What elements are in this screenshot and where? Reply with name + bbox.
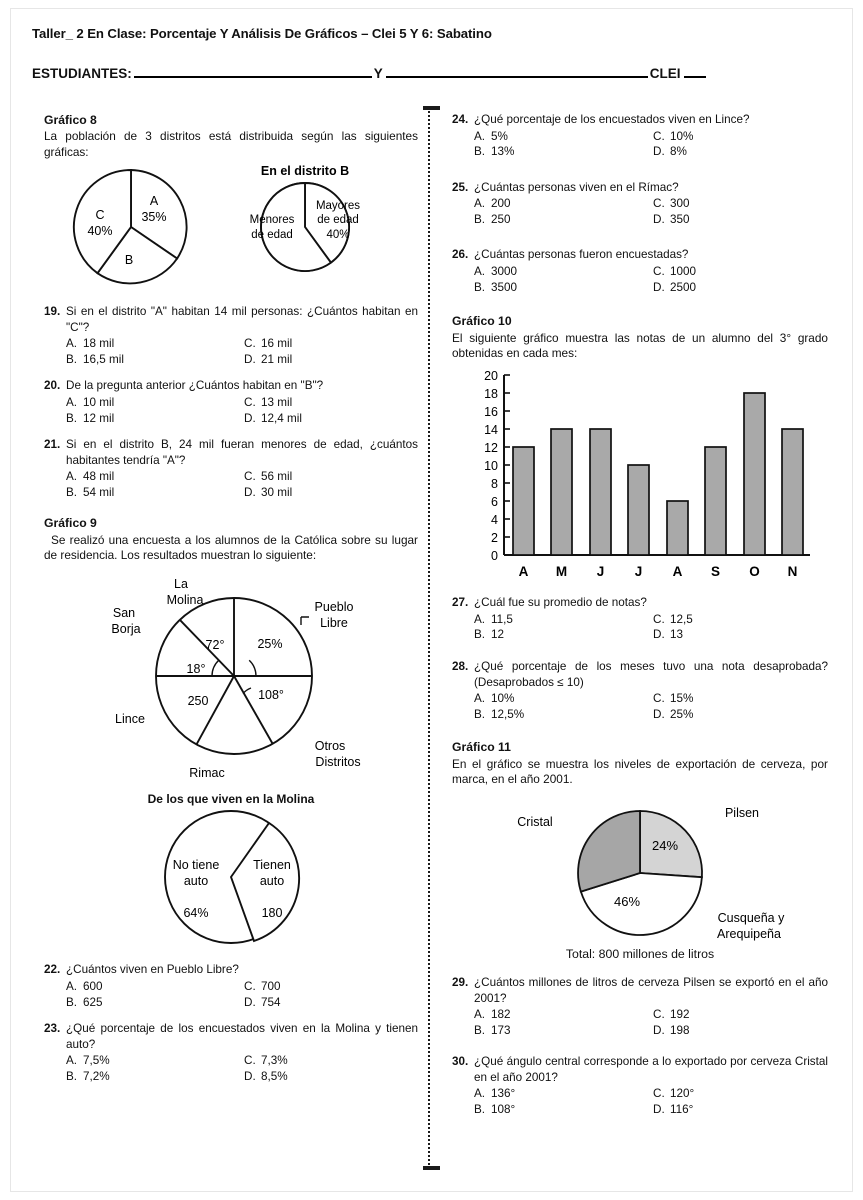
pie9-molina-label-l2: Molina (166, 593, 204, 608)
bar-chart-x-labels (519, 564, 798, 579)
bar-S (705, 447, 726, 555)
question-24-options (474, 129, 828, 160)
grafico-10-intro: El siguiente gráfico muestra las notas de un alumno del 3° grado obtenidas en cada mes: (452, 330, 828, 361)
student-name-blank-2[interactable] (386, 76, 648, 78)
question-27-number: 27. (452, 596, 469, 610)
pie1-slice-c-value: 40% (87, 223, 113, 238)
svg-text:8: 8 (491, 476, 498, 491)
option[interactable]: B. 12,5% (474, 707, 525, 721)
option[interactable]: B. 3500 (474, 280, 518, 294)
option[interactable]: D. 350 (653, 212, 690, 226)
cerveza-cusquena-value: 46% (613, 893, 641, 909)
question-29 (452, 975, 828, 1038)
molina-tienen-l1: Tienen (253, 857, 291, 872)
pie9-rimac-label: Rimac (189, 766, 225, 781)
grafico-11-figure (452, 788, 828, 963)
grafico-8-section (44, 112, 418, 500)
option[interactable]: A. 7,5% (66, 1054, 110, 1068)
option[interactable]: A. 48 mil (66, 470, 115, 484)
question-21-number: 21. (44, 438, 61, 452)
question-21-text: Si en el distrito B, 24 mil fueran menores de edad, ¿cuántos habitantes tendría "A"? (66, 438, 418, 467)
pie-distrito-b-edades (250, 183, 361, 271)
pie9-lince-label: Lince (115, 712, 145, 727)
question-30-number: 30. (452, 1055, 469, 1069)
question-23 (44, 1021, 418, 1084)
option[interactable]: C. 7,3% (244, 1054, 288, 1068)
pie-distritos-abc (74, 170, 187, 283)
option[interactable]: C. 120° (653, 1087, 695, 1101)
pie9-molina-angle: 72° (205, 638, 225, 653)
question-30-options (474, 1086, 828, 1117)
bar-A2 (667, 501, 688, 555)
pie9-pueblo-label-l1: Pueblo (314, 600, 354, 615)
molina-subchart-title: De los que viven en la Molina (147, 791, 315, 806)
option[interactable]: D. 8,5% (244, 1069, 288, 1083)
option[interactable]: A. 200 (474, 197, 511, 211)
cerveza-pilsen-value: 24% (651, 837, 679, 853)
question-20-number: 20. (44, 379, 61, 393)
option[interactable]: D. 2500 (653, 280, 697, 294)
grafico-9-intro: Se realizó una encuesta a los alumnos de la Católica sobre su lugar de residencia. Los resultados muestran lo siguiente: (44, 532, 418, 563)
option[interactable]: C. 300 (653, 197, 690, 211)
pie2-menores-line2: de edad (251, 228, 293, 241)
option[interactable]: A. 10 mil (66, 396, 115, 410)
bar-chart-y-ticks (484, 369, 510, 563)
question-26-text: ¿Cuántas personas fueron encuestadas? (474, 248, 689, 262)
question-20-text: De la pregunta anterior ¿Cuántos habitan en "B"? (66, 379, 324, 393)
option[interactable]: A. 136° (474, 1087, 516, 1101)
page-title: Taller_ 2 En Clase: Porcentaje Y Análisis De Gráficos – Clei 5 Y 6: Sabatino (32, 26, 492, 41)
svg-text:O: O (749, 563, 760, 579)
question-26 (452, 247, 828, 295)
svg-text:N: N (787, 563, 798, 579)
option[interactable]: D. 12,4 mil (244, 411, 302, 425)
clei-label: CLEI (649, 66, 681, 81)
molina-pie-svg (44, 807, 418, 947)
grafico-9-figure (44, 564, 418, 791)
pie2-mayores-value: 40% (326, 228, 350, 241)
question-27 (452, 595, 828, 643)
grafico-8-title: Gráfico 8 (44, 113, 97, 127)
option[interactable]: B. 16,5 mil (66, 352, 124, 366)
svg-text:6: 6 (491, 494, 498, 509)
question-29-number: 29. (452, 976, 469, 990)
option[interactable]: C. 15% (653, 692, 694, 706)
option[interactable]: B. 7,2% (66, 1069, 110, 1083)
option[interactable]: B. 625 (66, 995, 103, 1009)
bar-N (782, 429, 803, 555)
question-20 (44, 378, 418, 426)
molina-notiene-l1: No tiene (172, 857, 220, 872)
pie1-slice-a-label: A (149, 193, 159, 208)
option[interactable]: D. 8% (653, 145, 687, 159)
notas-bar-chart-svg (452, 365, 828, 587)
right-column (452, 112, 828, 1118)
question-22-options (66, 979, 418, 1010)
option[interactable]: D. 116° (653, 1103, 694, 1116)
pie2-menores-line1: Menores (249, 213, 295, 226)
cerveza-cusquena-label-l2: Arequipeña (717, 926, 781, 941)
grafico-11-title: Gráfico 11 (452, 740, 511, 755)
pie1-slice-a-value: 35% (141, 209, 167, 224)
question-30-text: ¿Qué ángulo central corresponde a lo exportado por cerveza Cristal en el año 2001? (474, 1055, 828, 1084)
question-28-options (474, 691, 828, 722)
svg-text:12: 12 (484, 440, 498, 455)
grafico-10-title: Gráfico 10 (452, 314, 512, 329)
question-19 (44, 304, 418, 367)
option[interactable]: D. 754 (244, 995, 281, 1009)
molina-tienen-value: 180 (261, 905, 283, 920)
option[interactable]: A. 3000 (474, 264, 518, 278)
pie1-slice-b-label: B (124, 252, 134, 267)
question-27-text: ¿Cuál fue su promedio de notas? (474, 596, 647, 610)
pie-molina-auto (165, 811, 299, 943)
svg-text:16: 16 (484, 404, 498, 419)
pie9-sanborja-label-l2: Borja (111, 622, 141, 637)
and-label: Y (373, 66, 383, 81)
molina-subchart-figure (44, 807, 418, 952)
option[interactable]: D. 13 (653, 628, 684, 642)
option[interactable]: B. 13% (474, 145, 515, 159)
option[interactable]: C. 700 (244, 980, 281, 994)
molina-notiene-l2: auto (183, 873, 209, 888)
cut-line-divider (428, 108, 430, 1168)
svg-text:0: 0 (491, 548, 498, 563)
grafico-10-section (452, 313, 828, 591)
svg-text:M: M (555, 563, 568, 579)
cerveza-total-label: Total: 800 millones de litros (565, 947, 715, 962)
pie9-pueblo-label-l2: Libre (320, 616, 348, 631)
bar-M (551, 429, 572, 555)
question-24-text: ¿Qué porcentaje de los encuestados viven en Lince? (474, 113, 750, 126)
question-19-number: 19. (44, 305, 61, 319)
pie-cerveza (517, 806, 785, 941)
option[interactable]: C. 13 mil (244, 396, 293, 410)
pie9-otros-label-l2: Distritos (315, 755, 361, 770)
students-field-line (32, 66, 822, 81)
clei-blank[interactable] (684, 76, 706, 78)
option[interactable]: C. 56 mil (244, 470, 293, 484)
option[interactable]: A. 182 (474, 1008, 511, 1022)
left-column (44, 112, 418, 1084)
question-25-number: 25. (452, 180, 469, 194)
option[interactable]: C. 12,5 (653, 612, 693, 626)
option[interactable]: B. 54 mil (66, 485, 115, 499)
pie9-molina-label-l1: La (174, 577, 188, 592)
question-29-text: ¿Cuántos millones de litros de cerveza Pilsen se exportó en el año 2001? (474, 976, 828, 1005)
question-26-options (474, 264, 828, 295)
pie2-mayores-line1: Mayores (315, 199, 361, 212)
question-23-number: 23. (44, 1022, 61, 1036)
option[interactable]: A. 18 mil (66, 337, 115, 351)
option[interactable]: B. 12 (474, 628, 505, 642)
svg-text:J: J (596, 563, 605, 579)
question-23-options (66, 1053, 418, 1084)
svg-text:4: 4 (491, 512, 498, 527)
question-22 (44, 962, 418, 1010)
option[interactable]: C. 1000 (653, 264, 697, 278)
bar-J1 (590, 429, 611, 555)
svg-text:18: 18 (484, 386, 498, 401)
cerveza-cusquena-label-l1: Cusqueña y (717, 910, 785, 925)
question-26-number: 26. (452, 248, 469, 262)
pie1-slice-c-label: C (95, 207, 105, 222)
cerveza-pilsen-label: Pilsen (724, 805, 760, 820)
question-29-options (474, 1007, 828, 1038)
students-label: ESTUDIANTES: (32, 66, 132, 81)
option[interactable]: A. 5% (474, 129, 508, 143)
option[interactable]: D. 198 (653, 1023, 690, 1037)
pie9-pueblo-libre-value: 25% (257, 637, 283, 652)
question-21-options (66, 469, 418, 500)
pie9-otros-label-l1: Otros (314, 739, 346, 754)
svg-text:20: 20 (484, 368, 498, 383)
question-25-options (474, 196, 828, 227)
svg-text:10: 10 (484, 458, 498, 473)
svg-text:J: J (634, 563, 643, 579)
option[interactable]: B. 108° (474, 1103, 516, 1116)
question-20-options (66, 395, 418, 426)
molina-tienen-l2: auto (259, 873, 285, 888)
grafico-8-pies-svg (44, 161, 418, 289)
grafico-9-pie-svg (44, 564, 418, 786)
bar-O (744, 393, 765, 555)
molina-notiene-value: 64% (183, 905, 209, 920)
question-23-text: ¿Qué porcentaje de los encuestados viven en la Molina y tienen auto? (66, 1022, 418, 1051)
grafico-8-figure (44, 161, 418, 294)
grafico-10-figure (452, 365, 828, 592)
grafico-8-intro: La población de 3 distritos está distribuida según las siguientes gráficas: (44, 129, 418, 160)
question-24 (452, 112, 828, 160)
question-24-number: 24. (452, 113, 469, 126)
option[interactable]: B. 12 mil (66, 411, 115, 425)
student-name-blank-1[interactable] (134, 76, 372, 78)
question-19-text: Si en el distrito "A" habitan 14 mil personas: ¿Cuántos habitan en "C"? (66, 305, 418, 334)
question-28 (452, 659, 828, 722)
option[interactable]: B. 250 (474, 212, 511, 226)
option[interactable]: D. 25% (653, 707, 694, 721)
option[interactable]: C. 192 (653, 1008, 690, 1022)
option[interactable]: A. 10% (474, 692, 515, 706)
question-21 (44, 437, 418, 500)
question-30 (452, 1054, 828, 1117)
option[interactable]: B. 173 (474, 1023, 511, 1037)
pie9-lince-value: 250 (187, 694, 209, 709)
grafico-11-intro: En el gráfico se muestra los niveles de exportación de cerveza, por marca, en el año 2001. (452, 756, 828, 787)
question-28-text: ¿Qué porcentaje de los meses tuvo una nota desaprobada? (Desaprobados ≤ 10) (474, 659, 828, 689)
option[interactable]: D. 30 mil (244, 485, 293, 499)
question-22-number: 22. (44, 963, 61, 977)
svg-text:2: 2 (491, 530, 498, 545)
svg-text:14: 14 (484, 422, 498, 437)
grafico-9-title: Gráfico 9 (44, 516, 97, 531)
option[interactable]: D. 21 mil (244, 352, 293, 366)
question-19-options (66, 336, 418, 367)
question-28-number: 28. (452, 659, 469, 673)
option[interactable]: A. 11,5 (474, 612, 513, 626)
question-27-options (474, 612, 828, 643)
pie2-title: En el distrito B (260, 163, 350, 178)
pie9-otros-angle: 108° (258, 688, 284, 703)
question-22-text: ¿Cuántos viven en Pueblo Libre? (66, 963, 239, 977)
pie9-sanborja-angle: 18° (186, 662, 206, 677)
bar-A (513, 447, 534, 555)
option[interactable]: C. 10% (653, 129, 694, 143)
pie2-mayores-line2: de edad (317, 213, 359, 226)
cerveza-cristal-label: Cristal (517, 814, 553, 829)
svg-text:S: S (710, 563, 721, 579)
svg-text:A: A (672, 563, 683, 579)
pie-residencia (111, 577, 360, 780)
cerveza-pie-svg (452, 788, 828, 958)
question-25 (452, 180, 828, 228)
svg-text:A: A (518, 563, 529, 579)
option[interactable]: A. 600 (66, 980, 103, 994)
grafico-9-section (44, 515, 418, 1084)
grafico-11-section (452, 739, 828, 963)
pie9-sanborja-label-l1: San (112, 606, 136, 621)
question-25-text: ¿Cuántas personas viven en el Rímac? (474, 180, 679, 194)
bar-J2 (628, 465, 649, 555)
option[interactable]: C. 16 mil (244, 337, 293, 351)
bar-chart-bars (513, 393, 803, 555)
